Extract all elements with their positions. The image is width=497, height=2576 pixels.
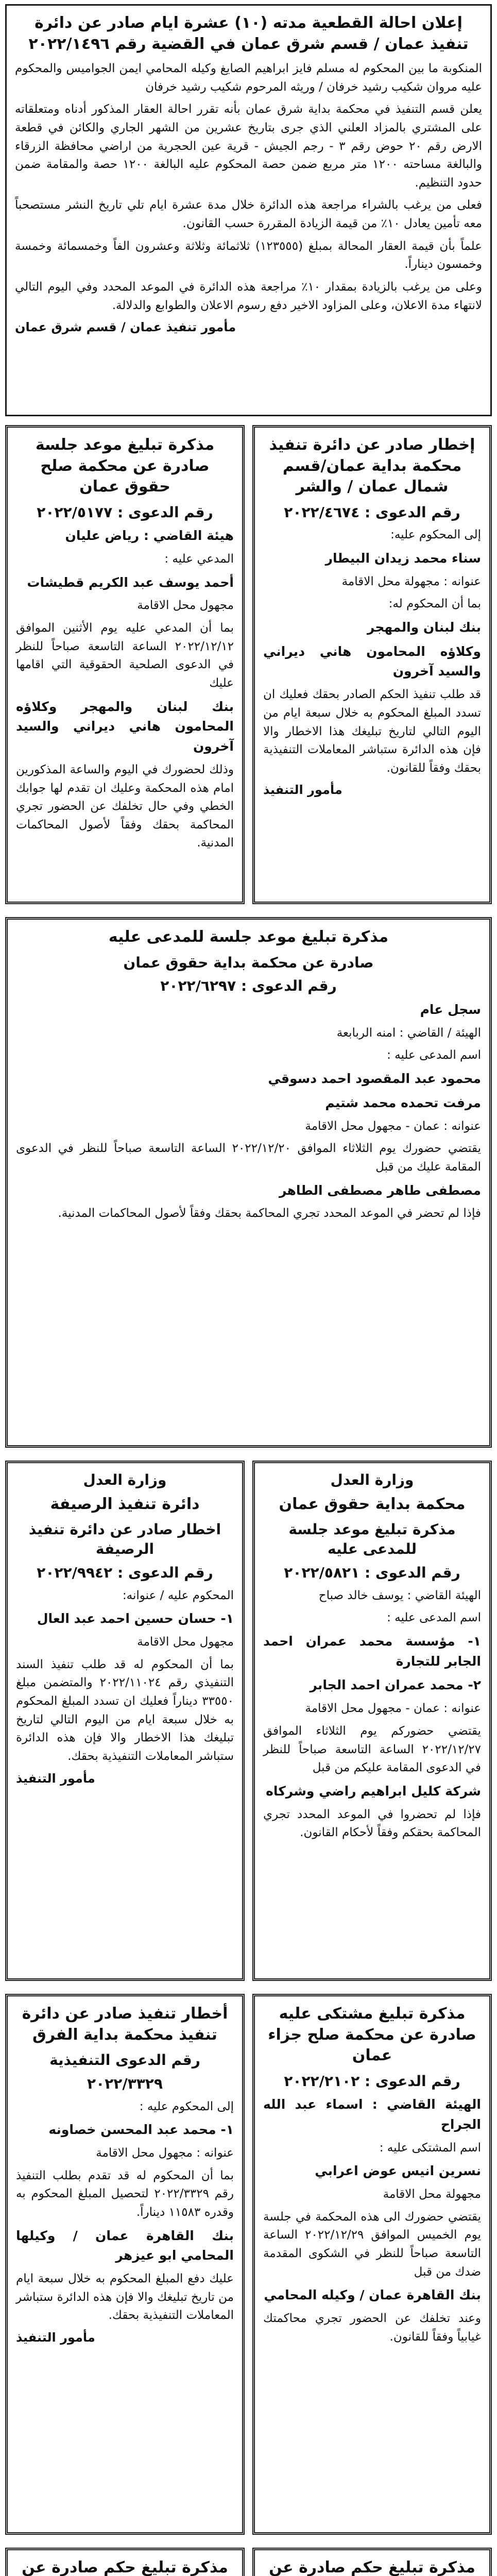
notice-5-header: وزارة العدل (83, 1471, 167, 1488)
notice-2-line: بما أن المحكوم له: (388, 597, 481, 611)
notice-3-line: يقتضي حضورك يوم الثلاثاء الموافق ٢٠٢٢/١٢/٢٠ الساعة التاسعة صباحاً للنظر في الدعوى المقامة عليك من قبل (16, 1142, 481, 1174)
notice-1-line: مجهول محل الاقامة (137, 599, 234, 613)
notice-6-case: رقم الدعوى : ٢٠٢٢/٢١٠٢ (284, 2072, 460, 2090)
notice-5-line: بما أن المحكوم له قد طلب تنفيذ السند التنفيذي رقم ٢٠٢٢/١١٠٢٤ والمتضمن مبلغ ٣٣٥٥٠ ديناراً فعليك ان تسدد المبلغ المحكوم به خلال سبعة ايام من اليوم التالي لتاريخ تبليغك هذا الاخطار والا فإن هذه الدائرة ستباشر المعاملات التنفيذية بحقك. (16, 1657, 234, 1763)
notice-2-line: عنوانه : مجهولة محل الاقامة (341, 574, 481, 588)
notice-5-line: ١- حسان حسين احمد عبد العال (37, 1611, 234, 1626)
notice-top-para: وعلى من يرغب بالزيادة بمقدار ١٠٪ مراجعة هذه الدائرة في الموعد المحدد وفي اليوم التالي لانتهاء مدة الاعلان، وعلى المزاود الاخير دفع رسوم الاعلان والطوابع والدلالة. (15, 280, 482, 312)
notice-5-sign: مأمور التنفيذ (16, 1771, 95, 1786)
notice-top-para: فعلى من يرغب بالشراء مراجعة هذه الدائرة خلال مدة عشرة ايام تلي تاريخ النشر مستصحباً معه تأمين يعادل ١٠٪ من قيمة الزيادة المقررة حسب القانون. (15, 198, 482, 231)
notice-2-title: إخطار صادر عن دائرة تنفيذ محكمة بداية عمان/قسم شمال عمان / والشر (269, 436, 475, 496)
notice-3-line: عنوانه : عمان - مجهول محل الاقامة (305, 1119, 481, 1133)
notice-5-case: رقم الدعوى : ٢٠٢٢/٩٩٤٢ (37, 1564, 213, 1581)
notice-4-line: عنوانه : عمان - مجهول محل الاقامة (305, 1702, 481, 1716)
notice-4-sub: مذكرة تبليغ موعد جلسة للمدعى عليه (288, 1521, 456, 1558)
notice-top-para: المنكوبة ما بين المحكوم له مسلم فايز ابراهيم الصايغ وكيله المحامي ايمن الجواميس والمحكوم عليه مروان شكيب رشيد خرفان / وريثه المرحوم شكيب رشيد خرفان (15, 62, 482, 94)
notice-2-case: رقم الدعوى : ٢٠٢٢/٤٦٧٤ (284, 503, 460, 521)
notice-4-line: يقتضي حضوركم يوم الثلاثاء الموافق ٢٠٢٢/١٢/٢٧ الساعة التاسعة صباحاً للنظر في الدعوى المقامة عليكم من قبل (263, 1724, 481, 1775)
notice-7-line: بنك القاهرة عمان / وكيلها المحامي ابو عيزهر (16, 2228, 234, 2263)
notice-7-case: ٢٠٢٢/٣٣٢٩ (87, 2075, 163, 2092)
notice-4-title: محكمة بداية حقوق عمان (279, 1495, 466, 1513)
notice-7-line: ١- محمد عبد المحسن خصاونه (48, 2122, 234, 2138)
notice-5 (5, 1461, 245, 1981)
notice-3-line: محمود عبد المقصود احمد دسوقي (268, 1071, 481, 1087)
notice-1-line: المدعي عليه : (164, 552, 234, 566)
notice-6-line: نسرين انيس عوض اعرابي (315, 2163, 481, 2179)
notice-top-title: إعلان احالة القطعية مدته (١٠) عشرة ايام صادر عن دائرة تنفيذ عمان / قسم شرق عمان في القضية رقم ٢٠٢٢/١٤٩٦ (28, 14, 469, 53)
notice-5-title: دائرة تنفيذ الرصيفة (50, 1495, 200, 1513)
notice-2-line: سناء محمد زيدان البيطار (325, 550, 481, 566)
notice-1-title: مذكرة تبليغ موعد جلسة صادرة عن محكمة صلح حقوق عمان (35, 436, 215, 496)
notice-4-line: اسم المدعى عليه : (387, 1611, 481, 1625)
notice-7-line: عليك دفع المبلغ المحكوم به خلال سبعة ايام من تاريخ تبليغك والا فإن هذه الدائرة ستباشر المعاملات التنفيذية بحقك. (16, 2272, 234, 2323)
notice-3-sub: صادرة عن محكمة بداية حقوق عمان (123, 954, 374, 971)
notice-8 (252, 2548, 492, 2576)
notice-4-line: ٢- محمد عمران احمد الجابر (310, 1677, 481, 1693)
notice-5-line: المحكوم عليه / عنوانه: (122, 1588, 234, 1602)
notice-top-para: علماً بأن قيمة العقار المحالة بمبلغ (١٢٣٥٥٥) ثلاثمائة وثلاثة وعشرون الفاً وخمسمائة وخمسة وخمسون ديناراً. (15, 239, 482, 272)
notice-2 (252, 425, 492, 904)
notice-6-title: مذكرة تبليغ مشتكى عليه صادرة عن محكمة صلح جزاء عمان (268, 2005, 476, 2064)
notice-1-case: رقم الدعوى : ٢٠٢٢/٥١٧٧ (37, 503, 213, 521)
notice-4 (252, 1461, 492, 1981)
notice-1-line: وذلك لحضورك في اليوم والساعة المذكورين امام هذه المحكمة وعليك ان تقدم لها جوابك الخطي وفي حال تخلفك عن الحضور تجري المحاكمة بحقك وفقاً لأصول المحاكمات المدنية. (16, 762, 234, 850)
notice-8-title: مذكرة تبليغ حكم صادرة عن (269, 2558, 475, 2576)
notice-3-line: الهيئة / القاضي : امنه الربابعة (336, 1026, 481, 1040)
notice-3 (5, 917, 492, 1448)
notice-7-line: بما أن المحكوم له قد تقدم بطلب التنفيذ رقم ٢٠٢٢/٣٣٢٩ لتحصيل المبلغ المحكوم به وقدره ١١٥٨٣ ديناراً. (16, 2168, 234, 2219)
notice-1-line: بنك لبنان والمهجر وكلاؤه المحامون هاني ديراني والسيد آخرون (16, 699, 234, 754)
notice-4-line: الهيئة القاضي : يوسف خالد صباح (318, 1588, 481, 1602)
notice-2-line: إلى المحكوم عليه: (390, 528, 481, 542)
notice-1-line: هيئة القاضي : رياض عليان (65, 528, 234, 544)
notice-6-line: اسم المشتكى عليه : (379, 2141, 481, 2155)
notice-7 (5, 1994, 245, 2535)
notice-3-title: مذكرة تبليغ موعد جلسة للمدعى عليه (108, 928, 389, 946)
notice-5-sub: اخطار صادر عن دائرة تنفيذ الرصيفة (28, 1521, 221, 1558)
notice-3-line: مصطفى طاهر مصطفى الطاهر (279, 1182, 481, 1198)
notice-6 (252, 1994, 492, 2535)
notice-7-line: عنوانه : مجهول محل الاقامة (96, 2146, 234, 2160)
notice-6-line: مجهولة محل الاقامة (383, 2188, 481, 2201)
notice-2-line: قد طلب تنفيذ الحكم الصادر بحقك فعليك ان تسدد المبلغ المحكوم به خلال سبعة ايام من اليوم التالي لتاريخ تبليغك هذا الاخطار والا فإن هذه الدائرة ستباشر المعاملات التنفيذية بحقك وفقاً للقانون. (263, 688, 481, 775)
notice-3-case: رقم الدعوى : ٢٠٢٢/٦٢٩٧ (160, 977, 337, 995)
notice-4-line: فإذا لم تحضروا في الموعد المحدد تجري المحاكمة بحقكم وفقاً لأحكام القانون. (263, 1807, 481, 1840)
notice-9-title: مذكرة تبليغ حكم صادرة عن (22, 2558, 228, 2576)
notice-6-line: وعند تخلفك عن الحضور تجري محاكمتك غيابياً وفقاً للقانون. (263, 2312, 481, 2344)
notice-top (5, 4, 492, 416)
notice-3-line: مرفت تحمده محمد شتيم (325, 1095, 481, 1110)
notice-1-line: أحمد يوسف عبد الكريم قطيشات (27, 574, 234, 590)
notice-6-line: بنك القاهرة عمان / وكيله المحامي (264, 2287, 481, 2303)
notice-3-line: فإذا لم تحضر في الموعد المحدد تجري المحاكمة بحقك وفقاً لأصول المحاكمات المدنية. (58, 1207, 481, 1221)
notice-2-sign: مأمور التنفيذ (263, 783, 342, 798)
notice-3-line: اسم المدعى عليه : (387, 1048, 481, 1062)
notice-7-sub: رقم الدعوى التنفيذية (49, 2052, 200, 2069)
notice-4-line: ١- مؤسسة محمد عمران احمد الجابر للتجارة (263, 1633, 481, 1669)
notice-6-line: الهيئة القاضي : اسماء عبد الله الجراح (263, 2097, 481, 2132)
notice-9 (5, 2548, 245, 2576)
notice-top-para: يعلن قسم التنفيذ في محكمة بداية شرق عمان بأنه تقرر احالة العقار المذكور أدناه ومتعلقاته على المشتري بالمزاد العلني الذي جرى بتاريخ عشرين من الشهر الجاري والكائن في قطعة الارض رقم ٢٠ حوض رقم ٣ - رجم الجيش - قرية عين الحجرية من اراضي محافظة الزرقاء والبالغة مساحته ١٢٠٠ متر مربع ضمن حصة المحكوم عليه البالغة ١٢٠٠ حصة والمقامة ضمن حدود التنظيم. (15, 103, 483, 190)
notice-4-header: وزارة العدل (330, 1471, 414, 1488)
notice-2-line: بنك لبنان والمهجر (367, 619, 481, 635)
notice-7-title: أخطار تنفيذ صادر عن دائرة تنفيذ محكمة بداية الفرق (22, 2005, 228, 2044)
notice-1-line: بما أن المدعي عليه يوم الأثنين الموافق ٢٠٢٢/١٢/١٢ الساعة التاسعة صباحاً للنظر في الدعوى الصلحية الحقوقية التي اقامها عليك (16, 621, 234, 690)
notice-top-sign: مأمور تنفيذ عمان / قسم شرق عمان (15, 320, 236, 335)
notice-1 (5, 425, 245, 904)
notice-4-case: رقم الدعوى : ٢٠٢٢/٥٨٢١ (284, 1564, 460, 1581)
notice-4-line: شركة كليل ابراهيم راضي وشركاه (266, 1783, 481, 1799)
notice-7-sign: مأمور التنفيذ (16, 2330, 95, 2345)
notice-2-line: وكلاؤه المحامون هاني ديراني والسيد آخرون (263, 643, 481, 679)
notice-6-line: يقتضي حضورك الى هذه المحكمة في جلسة يوم الخميس الموافق ٢٠٢٢/١٢/٢٩ الساعة التاسعة صباحاً للنظر في الشكوى المقدمة ضدك من قبل (263, 2210, 482, 2279)
notice-3-line: سجل عام (420, 1002, 481, 1018)
notice-7-line: إلى المحكوم عليه : (139, 2099, 234, 2113)
notice-5-line: مجهول محل الاقامة (137, 1635, 234, 1649)
